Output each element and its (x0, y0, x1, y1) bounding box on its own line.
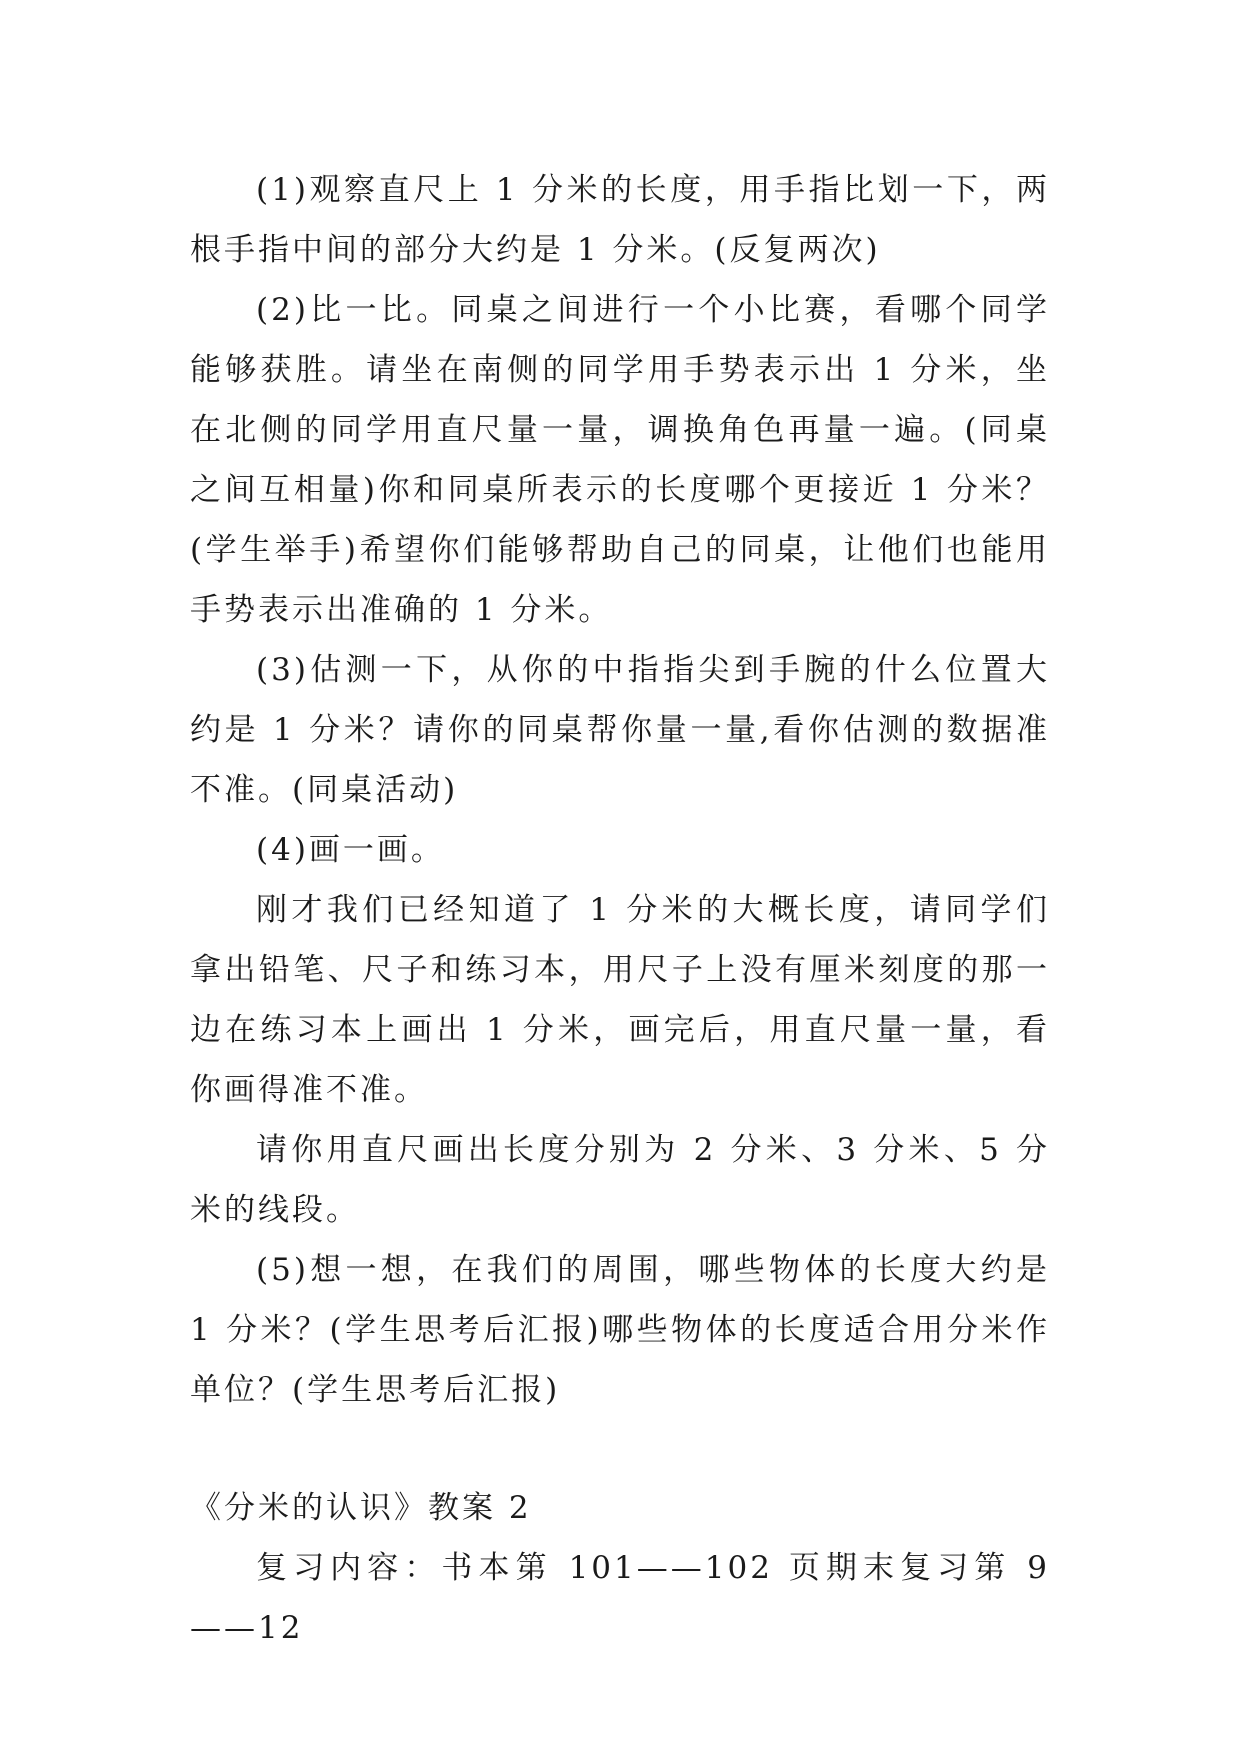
paragraph-step-3: (3)估测一下，从你的中指指尖到手腕的什么位置大约是 1 分米？请你的同桌帮你量一量,看你估测的数据准不准。(同桌活动) (190, 652, 1050, 808)
paragraph-step-5: (5)想一想，在我们的周围，哪些物体的长度大约是 1 分米？(学生思考后汇报)哪些物体的长度适合用分米作单位？(学生思考后汇报) (190, 1252, 1050, 1408)
review-content-line: 复习内容：书本第 101——102 页期末复习第 9——12 (190, 1550, 1050, 1646)
paragraph-step-2: (2)比一比。同桌之间进行一个小比赛，看哪个同学能够获胜。请坐在南侧的同学用手势表示出 1 分米，坐在北侧的同学用直尺量一量，调换角色再量一遍。(同桌之间互相量)你和同桌所表示的长度哪个更接近 1 分米？(学生举手)希望你们能够帮助自己的同桌，让他们也能用手势表示出准确的 1 分米。 (190, 292, 1050, 628)
section-title: 《分米的认识》教案 2 (190, 1490, 532, 1526)
document-body (190, 160, 1050, 1658)
paragraph-draw-1dm: 刚才我们已经知道了 1 分米的大概长度，请同学们拿出铅笔、尺子和练习本，用尺子上没有厘米刻度的那一边在练习本上画出 1 分米，画完后，用直尺量一量，看你画得准不准。 (190, 892, 1050, 1108)
paragraph-step-1: (1)观察直尺上 1 分米的长度，用手指比划一下，两根手指中间的部分大约是 1 分米。(反复两次) (190, 172, 1050, 268)
paragraph-draw-segments: 请你用直尺画出长度分别为 2 分米、3 分米、5 分米的线段。 (190, 1132, 1050, 1228)
paragraph-step-4: (4)画一画。 (256, 832, 445, 868)
